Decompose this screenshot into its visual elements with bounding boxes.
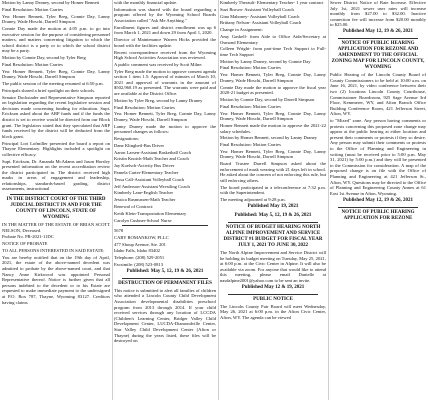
- published-dates: Published: May 5, 12, 19 & 26, 2021: [234, 212, 312, 218]
- contact-line: CARY ROMANKOW, PLLC: [114, 234, 169, 240]
- published-dates: Published May 12, 19 & 26, 2021: [342, 29, 413, 35]
- column-divider: [328, 0, 329, 400]
- paragraph: IN THE MATTER OF THE ESTATE OF BRIAN SCOTT NELSON, Deceased.: [2, 222, 110, 233]
- paragraph: You are hereby notified that on the 19th day of April, 2021, the estate of the above-named decedent was admitted to probate by the above-named court, and that Nancy Anne Kirkwood was appointed Personal Representative thereof. Notice is further given that all persons indebted to the decedent or to his Estate are requested to make immediate payment to the undersigned at P.O. Box 787, Thayne, Wyoming 83127. Creditors having claims: [2, 254, 110, 305]
- paragraph: Yea: Homer Bennett, Tyler Breg, Connie Day, Lanny Draney, Wade Hirschi, Darrell Simpson: [2, 13, 110, 25]
- notice-divider: [122, 225, 208, 226]
- column-1: [2, 0, 110, 306]
- paragraph: with the monthly financial update.: [114, 0, 178, 5]
- paragraph: Tyler Breg made the motion to approve consent agenda section 1 item 1.5: Approval of minutes of March 10, 2021 and approval of warrants in the amount of $502,960.19 as presented. The warrants were paid and are available at the District Office.: [114, 68, 216, 97]
- paragraph: The meeting adjourned at 9:28 p.m.: [220, 197, 286, 203]
- contact-line: Idaho Falls, Idaho 83402: [114, 248, 160, 254]
- notice-divider: [228, 222, 318, 223]
- notice-heading: PUBLIC NOTICE: [253, 296, 293, 302]
- paragraph: Director of Maintenance Warren Hicks provided the board with the facilities update.: [114, 37, 216, 48]
- notice-divider: [10, 194, 102, 195]
- paragraph: Connie Day made the motion to approve the fiscal year 2020-21 budget as presented.: [220, 84, 326, 96]
- paragraph: Kimberly Therault- Elementary Teacher- 1 year contract: [220, 0, 324, 5]
- published-dates: Published May 19, 2021: [247, 203, 299, 209]
- paragraph: Lanny Draney made the motion to approve the personnel changes as follows:: [114, 123, 216, 135]
- paragraph: Renewal of Contract:: [114, 203, 154, 209]
- paragraph: Yea: Homer Bennett, Tyler Breg, Connie Day, Lanny Draney, Wade Hirschi, Darrell Simpson: [220, 110, 326, 122]
- paragraph: Yea: Homer Bennett, Tyler Breg, Connie Day, Lanny Draney, Wade Hirschi, Darrell Simpson: [220, 148, 326, 160]
- column-divider: [218, 0, 219, 400]
- paragraph: Yea: Homer Bennett, Tyler Breg, Connie Day, Lanny Draney, Wade Hirschi, Darrell Simpson: [114, 111, 216, 122]
- paragraph: Enrollment figures and district enrollment was up 6 from March 1, 2021 and down 29 from April 1, 2020.: [114, 24, 216, 36]
- contact-line: 5678: [114, 228, 124, 234]
- paragraph: Supt. Erickson, Dr. Amanda McAdams and Jason Horsley presented information on the recent accreditation review the district participated in. The district received high marks in areas of engagement and leadership, relationships, standards-based grading, district assessments, instructional: [2, 158, 110, 192]
- paragraph: Motion by Connie Day, second by Tyler Breg: [2, 55, 86, 61]
- notice-divider: [122, 278, 208, 279]
- published-dates: Published: May 5, 12, 19 & 26, 2021: [126, 268, 204, 274]
- paragraph: The board participated in a teleconference at 7:32 p.m. with the Superintendent.: [220, 184, 326, 196]
- paragraph: Final Resolution: Motion Carries: [220, 103, 281, 109]
- notice-heading: NOTICE OF PUBLIC HEARING APPLICATION FOR REZONE AND AMENDMENT TO THE OFFICIAL ZONING MAP FOR LINCOLN COUNTY, WYOMING: [331, 41, 425, 71]
- paragraph: Gina Mahoney- Assistant Volleyball Coach: [220, 13, 300, 19]
- notice-heading: NOTICE OF BUDGET HEARING NORTH ALPINE IMPROVEMENT AND SERVICE DISTRICT #1 BUDGET FOR FISCAL YEAR JULY 1, 2021 TO JUNE 30, 2022: [223, 224, 323, 248]
- paragraph: Public Hearing of the Lincoln County Board of County Commissioners to be held at 10:00 a.m. on June 16, 2021, by video conference between their two (2) locations Lincoln County Courthouse, Commissioner Boardroom, 925 Sage Avenue 3rd Floor, Kemmerer, WY, and Afton Branch Office Building Conference Room, 421 Jefferson Street, Afton, WY.: [330, 72, 426, 117]
- paragraph: Principal Lori Lofmiller presented the board a report on Thayne Elementary. Highlights included a spotlight on collective efficacy.: [2, 140, 110, 157]
- paragraph: Motion by Connie Day, second by Darrell Simpson: [220, 96, 315, 102]
- paragraph: Final Resolution: Motion Carries: [220, 65, 281, 71]
- paragraph: Motion by Lanny Draney, second by Connie Day: [220, 58, 311, 64]
- paragraph: The North Alpine Improvement and Service District will be holding its budget meeting on Tuesday, May 25, 2021, at 6:00 p.m. at the Civic Center in Alpine. It will also be available via zoom. For anyone that would like to attend this meeting, please email Danielle at nasdalpine2001@yahoo.com to be sent an invite.: [220, 249, 326, 283]
- paragraph: Change in Assignment:: [220, 27, 263, 33]
- paragraph: Jessica Rasmussen-Math Teacher: [114, 197, 176, 203]
- paragraph: TO ALL PERSONS INTERESTED IN SAID ESTATE:: [2, 248, 105, 253]
- paragraph: Final Resolution: Motion Carries: [2, 61, 63, 67]
- paragraph: Yea: Homer Bennett, Tyler Breg, Connie Day, Lanny Draney, Wade Hirschi, Darrell Simpson: [2, 68, 110, 80]
- paragraph: Resignations:: [114, 136, 140, 142]
- column-4: [330, 0, 426, 223]
- paragraph: to "Mixed" zone. Any person having comments or protests concerning this proposed zone change may appear at the public hearing at either location and present their comments or protests if they so desire. Any person may submit their comments or protests to the Office of Planning and Engineering in writing (must be received prior to 5:00 p.m. May 31, 2021) by 5:00 p.m.) and they will be presented to the Commission for consideration. A map of the proposed change is on file with the Office of Planning and Engineering at 421 Jefferson St., Afton, WY. Questions may be directed to the Office of Planning and Engineering County Annex at 61 East 1st Avenue in Afton, Wyoming.: [330, 118, 426, 196]
- paragraph: Aaron Larsen-Assistant Basketball Coach: [114, 149, 191, 155]
- paragraph: Tessa Call-Assistant Volleyball Coach: [114, 176, 185, 182]
- paragraph: Final Resolution: Motion Carries: [220, 142, 281, 148]
- paragraph: Motion by Tyler Breg, second by Lanny Draney: [114, 97, 203, 103]
- column-divider: [112, 0, 113, 400]
- paragraph: Jay Koelsch-Activity Bus Driver: [114, 163, 175, 169]
- paragraph: Senator Dockstader and Representative Simpson reported on legislation regarding the recent legislative session and decisions made concerning funding for education. Supt. Erickson asked about the ARP funds and if the funds the district is set to receive would be directed from our Block grant. The legislators stated that they speculated that ARP funds received by the district will be deducted from the block grant.: [2, 94, 110, 139]
- contact-line: Telephone: (208) 529-2051: [114, 255, 165, 261]
- notice-divider: [228, 294, 318, 295]
- contact-line: 477 Shoup Avenue, Ste. 201: [114, 241, 166, 247]
- paragraph: Kristin Knotch-Math Teacher and Coach: [114, 156, 189, 162]
- notice-heading: NOTICE OF PUBLIC HEARING APPLICATION FOR REZONE: [341, 209, 415, 221]
- column-3: [220, 0, 326, 322]
- paragraph: Carolyn Cushner-School Nurse: [114, 217, 172, 223]
- paragraph: The Lincoln County Fair Board will meet Wednesday, May 26, 2021 at 6:00 p.m. in the Afton Civic Center, Afton, WY. The agenda can be viewed: [220, 303, 326, 320]
- paragraph: Connie Day made the motion at 4:05 p.m. to go into executive session for the purpose of considering personnel matters, and matters concerning litigation to which the school district is a party or to which the school district may be a party.: [2, 25, 110, 54]
- paragraph: Pamela Carter-Elementary Teacher: [114, 170, 179, 176]
- paragraph: Final Resolution: Motion Carries: [114, 104, 175, 110]
- notice-divider: [338, 38, 418, 39]
- board-minutes-continued: [2, 0, 110, 192]
- paragraph: Kimberly Lane-English Teacher: [114, 190, 174, 196]
- paragraph: Keith Klein-Transportation Elementary: [114, 210, 187, 216]
- notice-divider: [338, 207, 418, 208]
- notice-heading: DESTRUCTION OF PERMANENT FILES: [118, 280, 212, 286]
- paragraph: Motion by Lanny Deaney, second by Homer Bennett: [2, 0, 100, 5]
- paragraph: Board Trustee Darrell Simpson asked about the enforcement of mask wearing with 21 days left in school. He asked about the concern of not enforcing this rule, but still enforcing others.: [220, 161, 326, 183]
- published-dates: Published May 12, 19 & 26, 2021: [342, 197, 413, 203]
- paragraph: Homer Bennett made the motion to approve the 2021-22 salary schedules.: [220, 122, 326, 134]
- paragraph: A public comment was received by Scott Milne.: [114, 61, 203, 67]
- paragraph: Dane Klingbeil-Bus Driver: [114, 142, 165, 148]
- paragraph: Amy Gaskell- from Aide to Office Aide/Secretary at Osmond Elementary: [220, 33, 326, 45]
- paragraph: This notice is submitted to alert all families of children who attended a Lincoln County Child Development Association developmental disabilities preschool program from 2013 through 2014. If your child received services through any location of LCCDA (Children's Learning Center, Bridger Valley Child Development Center, LUCDA-Diamondville Center, Star Valley Child Development Center (Afton or Thayne) during the years listed, these files will be destroyed on: [114, 287, 216, 344]
- paragraph: Principals shared a brief spotlight on their schools.: [2, 87, 96, 93]
- paragraph: Sewer District Notice of Rate Increase. Effective July 1st, 2021 sewer user rates will increase monthly from $27.00 to $32.00. Inactive connection fee will increase from $20.00 monthly to $25.00.: [330, 0, 426, 28]
- paragraph: Jeff Anderson-Assistant Wrestling Coach: [114, 183, 190, 189]
- paragraph: Information was shared with the board regarding a program offered by the Wyoming School Boards Association called "Ask Me Anything.": [114, 6, 216, 23]
- paragraph: Final Resolution: Motion Carries: [2, 6, 63, 12]
- paragraph: Colleen Wright- from part-time Tech Support to Full-time Tech Support: [220, 46, 326, 57]
- paragraph: Brittany Nelson- Assistant Volleyball Coach: [220, 20, 302, 26]
- paragraph: The public session of the meeting resumed at 6:50 p.m.: [2, 81, 104, 87]
- attorney-contact-block: [114, 228, 216, 275]
- paragraph: Recent correspondence received from the Wyoming High School Activities Association was reviewed.: [114, 49, 216, 61]
- paragraph: Probate No. PR-2021-11DC: [2, 234, 54, 240]
- published-dates: Published May 12 & 19, 2021: [241, 284, 305, 290]
- paragraph: NOTICE OF PROBATE: [2, 241, 48, 247]
- paragraph: Yea: Homer Bennett, Tyler Breg, Connie Day, Lanny Draney, Wade Hirschi, Darrell Simpson: [220, 72, 326, 83]
- paragraph: Motion by Homer Bennett, second by Lanny Draney: [220, 135, 317, 141]
- paragraph: Suzi Brown- Assistant Volleyball Coach: [220, 6, 294, 12]
- column-2: [114, 0, 216, 345]
- contact-line: Facsimile: (208) 523-0813: [114, 262, 163, 267]
- notice-heading: IN THE DISTRICT COURT OF THE THIRD JUDICIAL DISTRICT IN AND FOR THE COUNTY OF LINCOLN, STATE OF WYOMING: [6, 197, 106, 221]
